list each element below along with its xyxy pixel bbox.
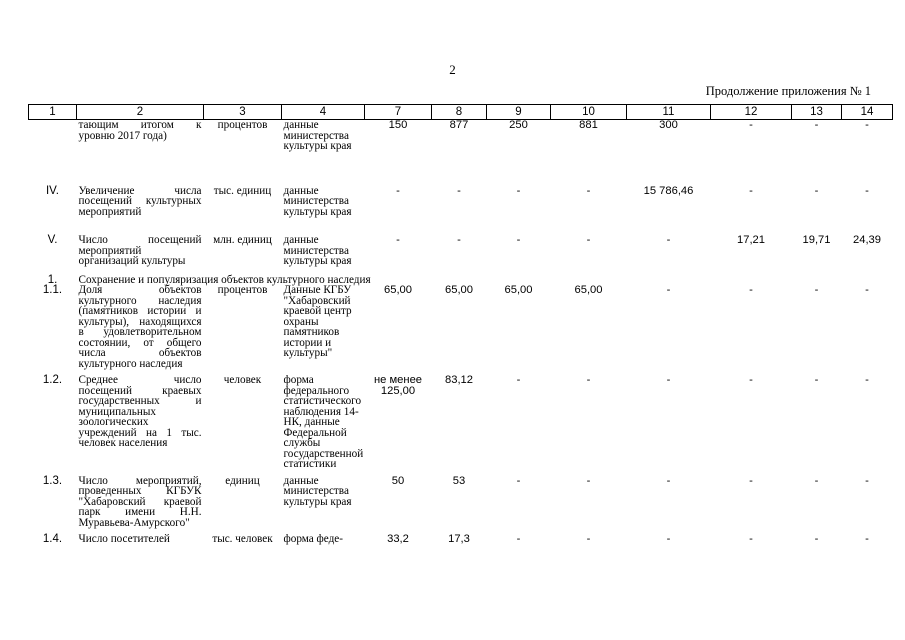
row-number: 1.1.	[42, 284, 63, 296]
value-col-9: -	[516, 474, 521, 487]
value-col-12: -	[749, 474, 753, 487]
value-col-12: -	[749, 533, 753, 545]
table-row	[29, 375, 893, 476]
column-header: 11	[627, 105, 711, 120]
value-col-10: -	[586, 184, 591, 197]
column-header: 12	[711, 105, 792, 120]
indicator-name: Число посещений мероприятий организаций культуры	[78, 234, 202, 267]
table-row	[29, 534, 893, 545]
value-col-13: -	[814, 374, 819, 386]
value-col-7: 65,00	[384, 284, 412, 296]
value-col-8: 17,3	[448, 533, 470, 545]
value-col-12: -	[749, 374, 753, 386]
page-number: 2	[449, 62, 456, 77]
value-col-13: -	[814, 533, 819, 545]
value-col-11: -	[666, 474, 671, 487]
indicator-name: Число мероприятий, проведенных КГБУК "Хабаровский краевой парк имени Н.Н. Муравьева-Амурского"	[78, 474, 202, 529]
value-col-8: 83,12	[445, 374, 473, 386]
section-title: Сохранение и популяризация объектов культурного наследия	[78, 273, 371, 286]
indicator-name: Доля объектов культурного наследия (памятников истории и культуры), находящихся в удовлетворительном состоянии, от общего числа объектов культурного наследия	[78, 284, 202, 370]
column-header: 4	[282, 105, 365, 120]
value-col-9: -	[516, 533, 521, 545]
table-body	[29, 120, 893, 545]
table-row	[29, 285, 893, 375]
value-col-8: 65,00	[445, 284, 473, 296]
value-col-10: -	[586, 533, 591, 545]
value-col-14: -	[865, 374, 869, 386]
unit: процентов	[217, 284, 268, 296]
value-col-10: -	[586, 234, 591, 246]
value-col-10: -	[586, 474, 591, 487]
value-col-12: 17,21	[737, 234, 765, 246]
value-col-8: 53	[452, 474, 466, 487]
table-row	[29, 120, 893, 178]
unit: тыс. единиц	[213, 184, 272, 197]
value-col-8: -	[457, 184, 461, 197]
column-header: 7	[365, 105, 432, 120]
value-col-14: 24,39	[853, 234, 881, 246]
header-row	[29, 105, 893, 120]
value-col-14: -	[865, 533, 869, 545]
value-col-14: -	[865, 284, 869, 296]
value-col-10: 881	[579, 119, 598, 131]
row-number	[29, 120, 77, 178]
column-header: 8	[432, 105, 487, 120]
column-header: 1	[29, 105, 77, 120]
data-source: данные министерства культуры края	[283, 234, 352, 267]
unit: млн. единиц	[213, 234, 272, 246]
value-col-13: 19,71	[802, 234, 831, 246]
indicators-table	[28, 104, 893, 545]
table-row	[29, 476, 893, 535]
row-number: V.	[47, 234, 58, 246]
value-col-7: 33,2	[387, 533, 409, 545]
indicator-name: Среднее число посещений краевых государственных и муниципальных зоологических учреждений на 1 тыс. человек населения	[78, 374, 202, 449]
value-col-14: -	[865, 184, 869, 197]
value-col-12: -	[749, 284, 753, 296]
row-number: 1.4.	[42, 533, 63, 545]
unit: человек	[223, 374, 262, 386]
value-col-9: 65,00	[504, 284, 533, 296]
value-col-11: -	[666, 533, 671, 545]
indicator-name: Число посетителей	[78, 533, 170, 545]
value-col-7: -	[396, 184, 400, 197]
value-col-11: -	[666, 234, 671, 246]
indicator-name: тающим итогом к уровню 2017 года)	[78, 119, 202, 142]
data-source: данные министерства культуры края	[283, 474, 352, 508]
unit: процентов	[217, 119, 268, 131]
value-col-10: -	[586, 374, 591, 386]
data-source: Данные КГБУ "Хабаровский краевой центр охраны памятников истории и культуры"	[283, 284, 352, 359]
unit: единиц	[225, 474, 260, 487]
section-number: 1.	[47, 273, 58, 286]
row-number: IV.	[45, 184, 59, 197]
value-col-9: -	[516, 374, 521, 386]
column-header: 10	[551, 105, 627, 120]
value-col-7: 150	[388, 119, 408, 131]
data-source: данные министерства культуры края	[283, 184, 352, 218]
data-source: данные министерства культуры края	[283, 119, 352, 152]
value-col-14: -	[865, 474, 869, 487]
value-col-7: 50	[391, 474, 405, 487]
value-col-13: -	[814, 119, 819, 131]
unit: тыс. человек	[212, 533, 273, 545]
row-number: 1.3.	[42, 474, 63, 487]
column-header: 14	[842, 105, 893, 120]
data-source: форма федерального статистического наблюдения 14-НК, данные Федеральной службы государственной статистики	[283, 374, 364, 470]
column-header: 9	[487, 105, 551, 120]
value-col-9: -	[516, 234, 521, 246]
value-col-9: 250	[509, 119, 528, 131]
value-col-9: -	[516, 184, 521, 197]
row-number: 1.2.	[42, 374, 63, 386]
value-col-13: -	[814, 474, 819, 487]
table-row	[29, 178, 893, 232]
continuation-label: Продолжение приложения № 1	[705, 84, 871, 98]
section-row	[29, 271, 893, 286]
value-col-12: -	[749, 184, 753, 197]
column-header: 13	[792, 105, 842, 120]
column-header: 2	[77, 105, 204, 120]
value-col-11: -	[666, 374, 671, 386]
value-col-13: -	[814, 184, 819, 197]
table-row	[29, 231, 893, 271]
data-source: форма феде-	[283, 533, 343, 545]
value-col-11: 300	[659, 119, 678, 131]
value-col-7: не менее 125,00	[373, 374, 423, 397]
value-col-8: 877	[449, 119, 469, 131]
value-col-13: -	[814, 284, 819, 296]
value-col-11: 15 786,46	[643, 184, 694, 197]
value-col-10: 65,00	[574, 284, 603, 296]
value-col-8: -	[457, 234, 461, 246]
value-col-11: -	[666, 284, 671, 296]
value-col-7: -	[396, 234, 400, 246]
value-col-14: -	[865, 119, 869, 131]
value-col-12: -	[749, 119, 753, 131]
indicator-name: Увеличение числа посещений культурных мероприятий	[78, 184, 202, 218]
column-header: 3	[204, 105, 282, 120]
